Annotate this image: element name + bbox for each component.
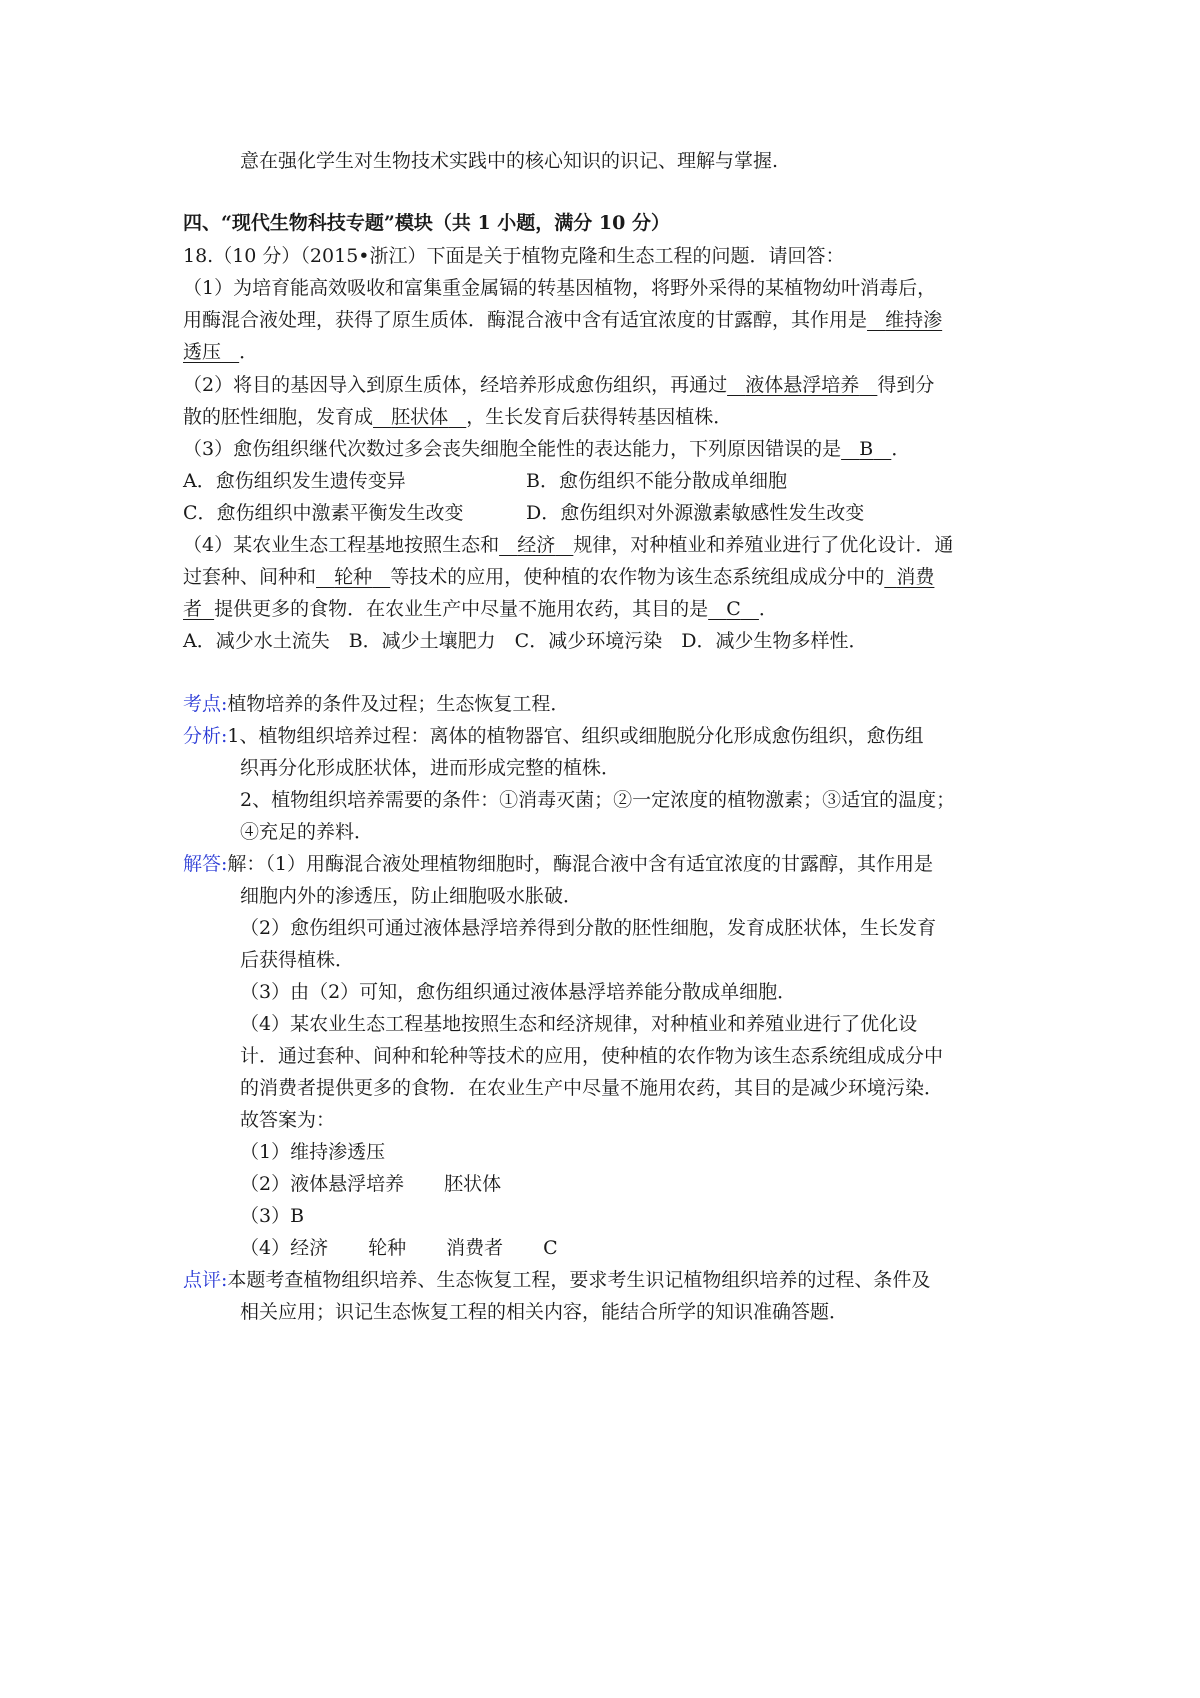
q3-option-b: B．愈伤组织不能分散成单细胞 [526,470,787,492]
dianping-text-a: 本题考查植物组织培养、生态恢复工程，要求考生识记植物组织培养的过程、条件及 [227,1269,931,1291]
kaodian-text: 植物培养的条件及过程；生态恢复工程． [227,693,570,715]
q4-answer-3-part1: 消费 [896,566,935,588]
dianping-label: 点评: [183,1269,228,1291]
question-stem: 18.（10 分）（2015•浙江）下面是关于植物克隆和生态工程的问题．请回答： [183,245,845,267]
q1-line-1: （1）为培育能高效吸收和富集重金属镉的转基因植物，将野外采得的某植物幼叶消毒后， [183,277,937,299]
q4-line-1 [183,531,953,559]
q4-text-b: 规律，对种植业和养殖业进行了优化设计．通 [573,534,954,556]
final-answer-2-row [240,1170,501,1198]
kaodian-row [183,690,569,718]
q3-answer: B [859,438,874,460]
q1-end: ． [239,341,259,363]
final-answer-4b: 轮种 [368,1237,407,1259]
fenxi-row-1 [183,722,924,750]
q1-text: 用酶混合液处理，获得了原生质体．酶混合液中含有适宜浓度的甘露醇，其作用是 [183,309,868,331]
final-answer-4d: C [543,1237,558,1259]
jieda-text-2a: （2）愈伤组织可通过液体悬浮培养得到分散的胚性细胞，发育成胚状体，生长发育 [240,917,937,939]
q2-answer-1: 液体悬浮培养 [745,374,860,396]
jieda-text-3: （3）由（2）可知，愈伤组织通过液体悬浮培养能分散成单细胞． [240,981,797,1003]
jieda-text-2b: 后获得植株． [240,949,355,971]
q1-line-2 [183,306,942,334]
q4-answer-2: 轮种 [334,566,373,588]
q4-answer-1: 经济 [517,534,556,556]
q1-line-3 [183,338,258,366]
q2-answer-blank-1 [727,374,877,396]
q4-options: A．减少水土流失 B．减少土壤肥力 C．减少环境污染 D．减少生物多样性． [183,630,868,652]
final-answer-1: （1）维持渗透压 [240,1141,386,1163]
jieda-text-1a: 解：（1）用酶混合液处理植物细胞时，酶混合液中含有适宜浓度的甘露醇，其作用是 [227,853,933,875]
q4-end: ． [758,598,778,620]
q3-option-c: C．愈伤组织中激素平衡发生改变 [183,502,464,524]
jieda-label: 解答: [183,853,228,875]
final-answer-2b: 胚状体 [444,1173,502,1195]
q1-answer-part2: 透压 [183,341,222,363]
final-answer-4c: 消费者 [446,1237,504,1259]
final-answer-4a: （4）经济 [240,1237,329,1259]
fenxi-text-1b: 织再分化形成胚状体，进而形成完整的植株． [240,757,621,779]
jieda-text-4a: （4）某农业生态工程基地按照生态和经济规律，对种植业和养殖业进行了优化设 [240,1013,918,1035]
q3-answer-blank [841,438,891,460]
q3-option-d: D．愈伤组织对外源激素敏感性发生改变 [526,502,865,524]
q4-text-d: 等技术的应用，使种植的农作物为该生态系统组成成分中的 [390,566,885,588]
kaodian-label: 考点: [183,693,228,715]
q2-text-b: 得到分 [877,374,935,396]
fenxi-text-1a: 1、植物组织培养过程：离体的植物器官、组织或细胞脱分化形成愈伤组织，愈伤组 [227,725,924,747]
q3-text: （3）愈伤组织继代次数过多会丧失细胞全能性的表达能力，下列原因错误的是 [183,438,842,460]
jieda-text-4b: 计．通过套种、间种和轮种等技术的应用，使种植的农作物为该生态系统组成成分中 [240,1045,944,1067]
final-answer-4-row [240,1234,558,1262]
q3-option-a: A．愈伤组织发生遗传变异 [183,470,406,492]
q4-text-c: 过套种、间种和 [183,566,317,588]
fenxi-label: 分析: [183,725,228,747]
q2-answer-blank-2 [373,406,466,428]
q4-answer-blank-3 [884,566,934,588]
fenxi-text-2b: ④充足的养料． [240,821,374,843]
q2-line-2 [183,403,732,431]
answer-intro: 故答案为： [240,1109,336,1131]
fenxi-text-2a: 2、植物组织培养需要的条件：①消毒灭菌；②一定浓度的植物激素；③适宜的温度； [240,789,956,811]
q2-text-a: （2）将目的基因导入到原生质体，经培养形成愈伤组织，再通过 [183,374,728,396]
q2-line-1 [183,371,934,399]
continuation-line: 意在强化学生对生物技术实践中的核心知识的识记、理解与掌握. [240,150,779,172]
q4-line-3 [183,595,778,623]
q2-text-d: ，生长发育后获得转基因植株． [466,406,733,428]
jieda-text-1b: 细胞内外的渗透压，防止细胞吸水胀破． [240,885,583,907]
jieda-text-4c: 的消费者提供更多的食物．在农业生产中尽量不施用农药，其目的是减少环境污染． [240,1077,944,1099]
q4-answer-blank-1 [499,534,573,556]
q2-text-c: 散的胚性细胞，发育成 [183,406,374,428]
q4-answer-3-part2: 者 [183,598,203,620]
q4-text-a: （4）某农业生态工程基地按照生态和 [183,534,500,556]
final-answer-2a: （2）液体悬浮培养 [240,1173,405,1195]
dianping-row-1 [183,1266,930,1294]
q3-line-1 [183,435,910,463]
q1-answer-blank-cont [183,341,239,363]
jieda-row-1 [183,850,933,878]
dianping-text-b: 相关应用；识记生态恢复工程的相关内容，能结合所学的知识准确答题． [240,1301,849,1323]
q4-line-2 [183,563,934,591]
q3-end: ． [891,438,911,460]
q4-answer-4: C [726,598,741,620]
q4-text-e: 提供更多的食物．在农业生产中尽量不施用农药，其目的是 [214,598,709,620]
q2-answer-2: 胚状体 [391,406,449,428]
q1-answer-blank [867,309,942,331]
section-heading: 四、“现代生物科技专题”模块（共 1 小题，满分 10 分） [183,212,670,234]
q1-answer-part1: 维持渗 [885,309,943,331]
q4-answer-blank-2 [316,566,390,588]
q4-answer-blank-4 [708,598,759,620]
q4-answer-blank-3-cont [183,598,214,620]
final-answer-3: （3）B [240,1205,305,1227]
